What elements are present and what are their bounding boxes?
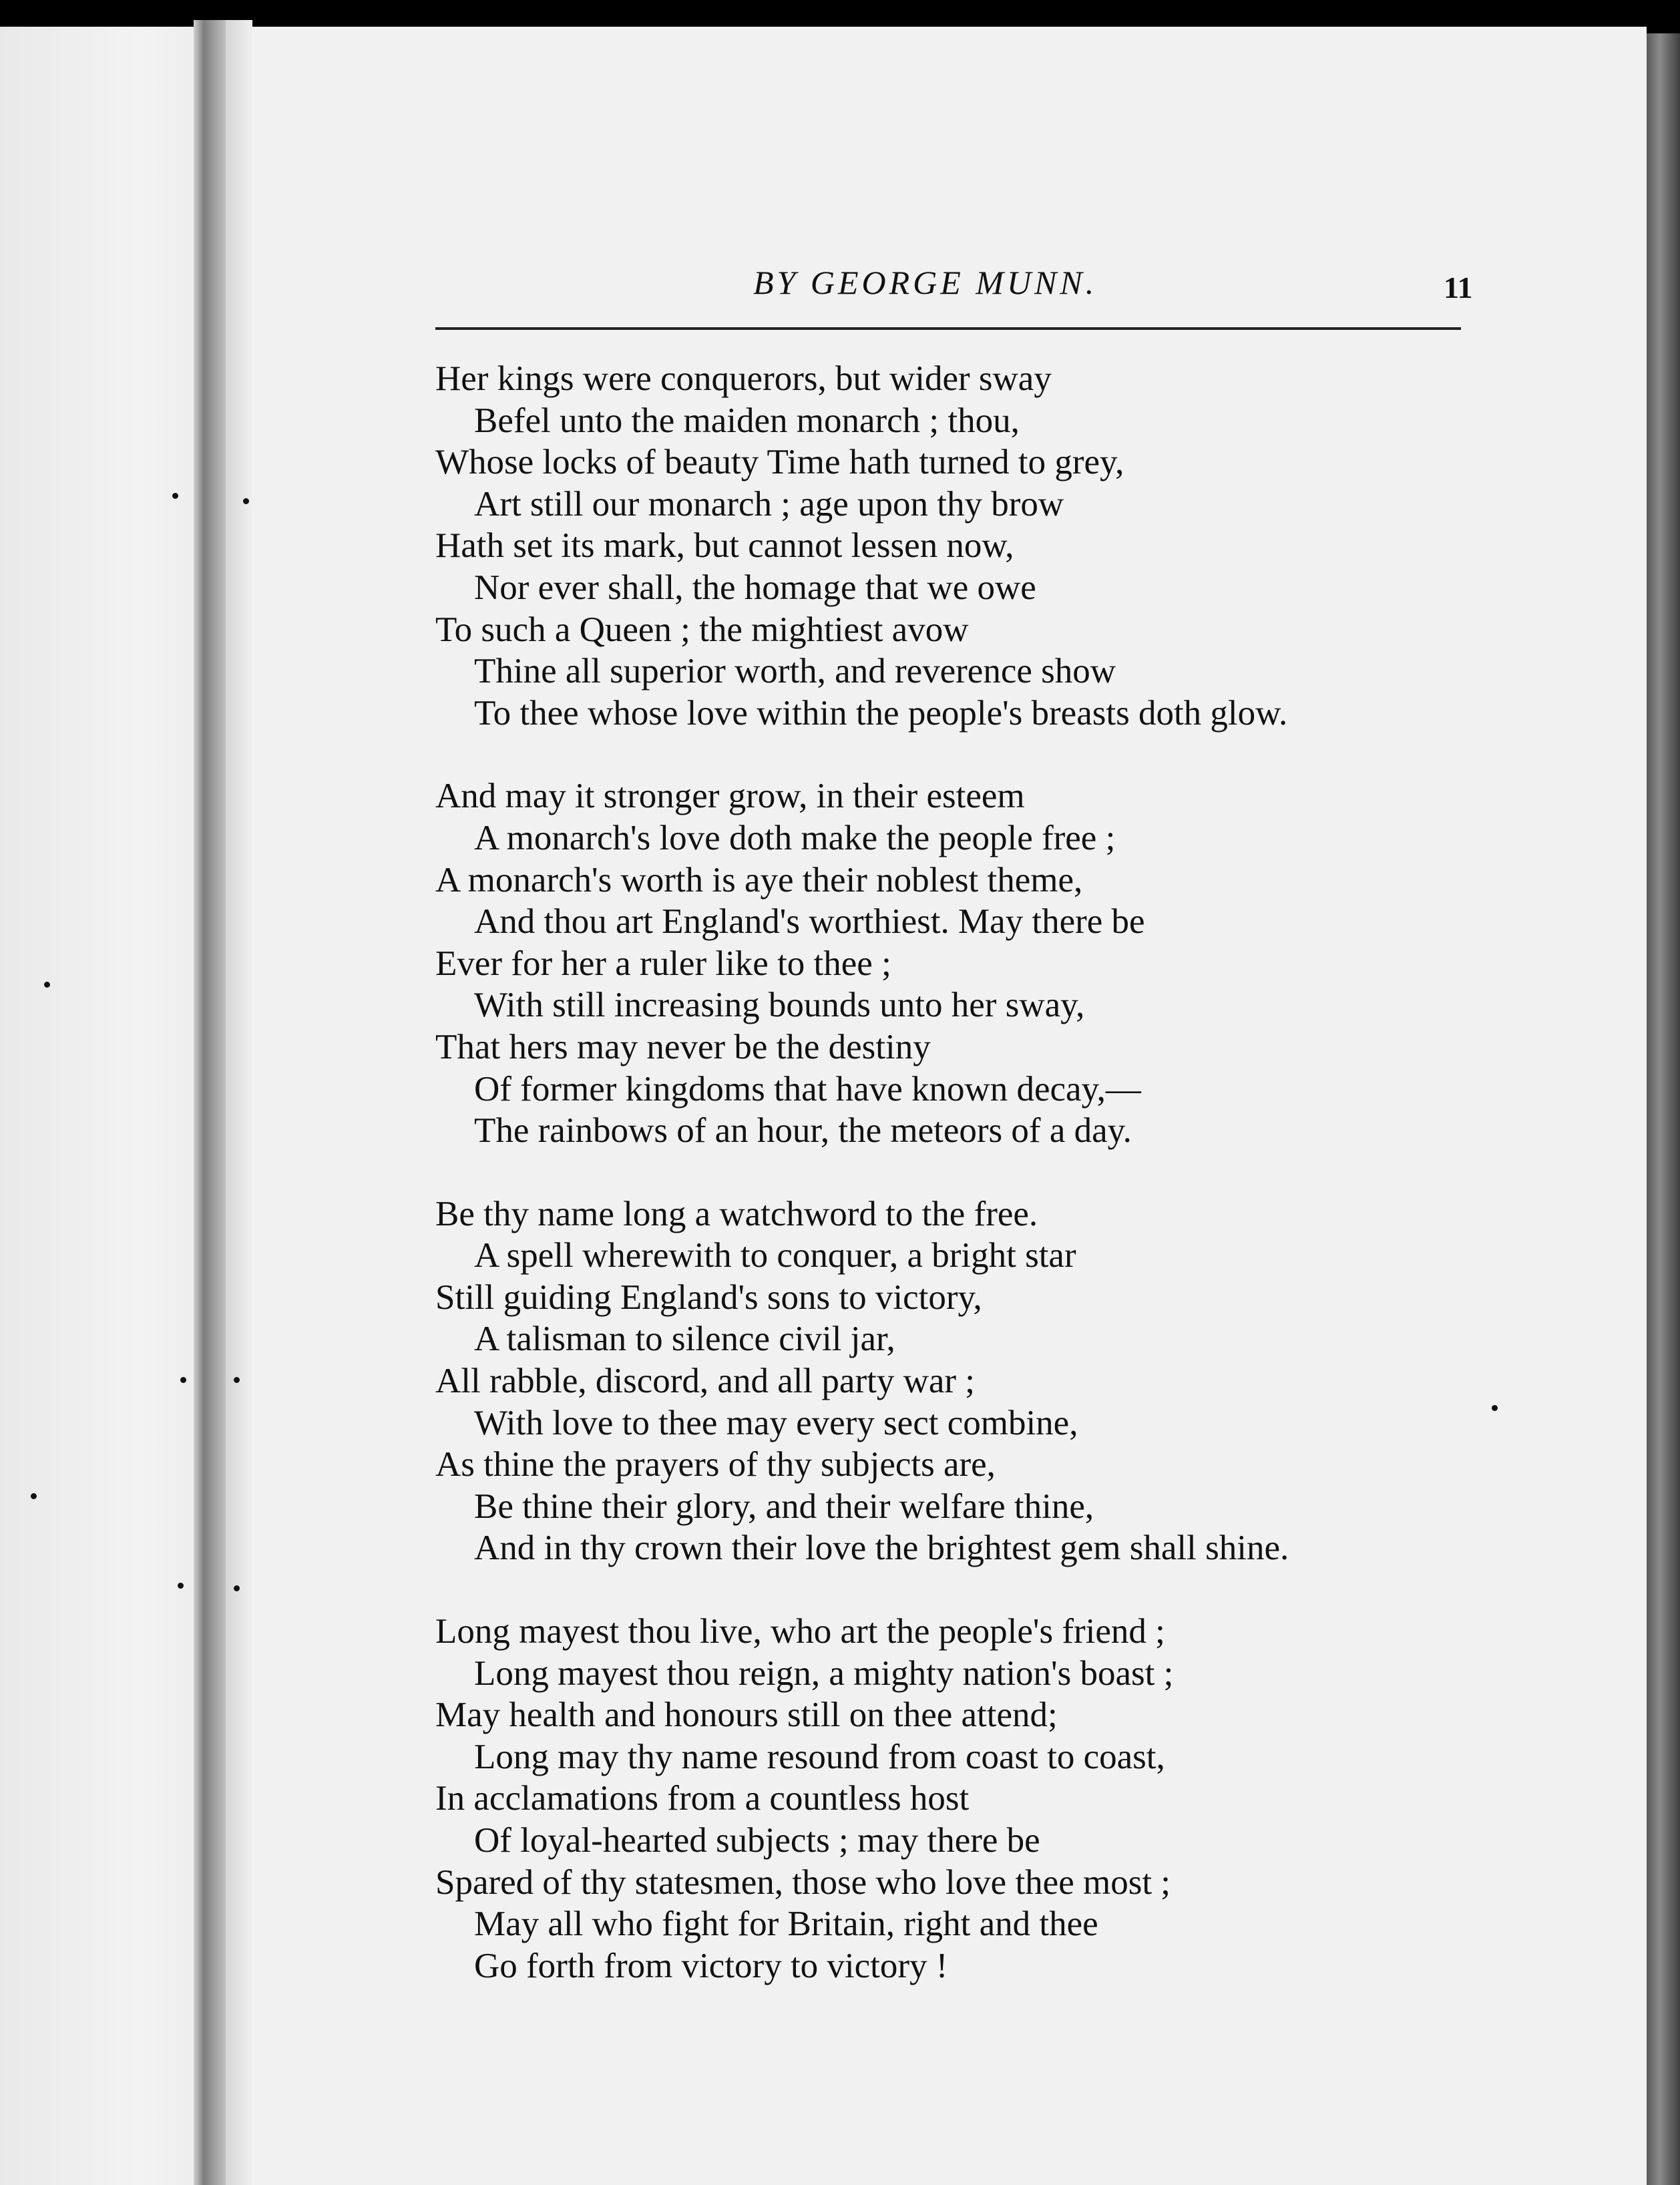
- scan-speck: [180, 1377, 186, 1383]
- poem-line: Be thine their glory, and their welfare thine,: [474, 1486, 1094, 1526]
- poem-line: To such a Queen ; the mightiest avow: [435, 610, 969, 649]
- poem-line: That hers may never be the destiny: [435, 1027, 931, 1066]
- scan-speck: [31, 1493, 37, 1499]
- page-right-edge: [1647, 33, 1680, 2185]
- poem-line: Ever for her a ruler like to thee ;: [435, 944, 891, 983]
- poem-line: Long may thy name resound from coast to coast,: [474, 1737, 1165, 1776]
- poem-line: Art still our monarch ; age upon thy brow: [474, 484, 1064, 524]
- scan-speck: [234, 1585, 240, 1591]
- scan-speck: [178, 1583, 184, 1589]
- poem-line: Go forth from victory to victory !: [474, 1946, 948, 1985]
- page-number: 11: [1444, 270, 1473, 305]
- poem-line: With love to thee may every sect combine,: [474, 1403, 1078, 1442]
- stanza: [435, 775, 1517, 1151]
- poem-line: And may it stronger grow, in their esteem: [435, 777, 1025, 816]
- poem-line: May all who fight for Britain, right and thee: [474, 1905, 1098, 1944]
- poem-line: Of former kingdoms that have known decay,—: [474, 1069, 1141, 1109]
- poem-line: Befel unto the maiden monarch ; thou,: [474, 401, 1020, 440]
- running-head: BY GEORGE MUNN.: [753, 264, 1098, 301]
- poem-line: Long mayest thou reign, a mighty nation's boast ;: [474, 1653, 1174, 1693]
- scan-speck: [243, 498, 249, 504]
- poem-line: A spell wherewith to conquer, a bright star: [474, 1236, 1076, 1275]
- poem-line: Whose locks of beauty Time hath turned to grey,: [435, 443, 1124, 482]
- poem: [435, 358, 1517, 2028]
- poem-line: Be thy name long a watchword to the free.: [435, 1194, 1038, 1233]
- poem-line: With still increasing bounds unto her sway,: [474, 986, 1085, 1025]
- poem-line: Thine all superior worth, and reverence show: [474, 652, 1116, 691]
- poem-line: Nor ever shall, the homage that we owe: [474, 568, 1036, 607]
- poem-line: May health and honours still on thee attend;: [435, 1696, 1058, 1735]
- scan-speck: [172, 493, 178, 499]
- poem-line: The rainbows of an hour, the meteors of a day.: [474, 1111, 1132, 1151]
- poem-line: Spared of thy statesmen, those who love thee most ;: [435, 1862, 1171, 1902]
- scan-speck: [234, 1377, 240, 1383]
- poem-line: In acclamations from a countless host: [435, 1779, 970, 1818]
- poem-line: Hath set its mark, but cannot lessen now,: [435, 526, 1014, 566]
- header-rule: [435, 327, 1461, 330]
- poem-line: A monarch's love doth make the people free ;: [474, 818, 1116, 857]
- stanza: [435, 1193, 1517, 1569]
- book-binding: [194, 20, 228, 2185]
- poem-line: Still guiding England's sons to victory,: [435, 1277, 982, 1317]
- gutter-shadow: [226, 20, 252, 2185]
- previous-page-edge: [0, 0, 200, 2185]
- poem-line: All rabble, discord, and all party war ;: [435, 1362, 975, 1401]
- stanza: [435, 1611, 1517, 1987]
- poem-line: And thou art England's worthiest. May there be: [474, 902, 1145, 942]
- poem-line: Her kings were conquerors, but wider sway: [435, 359, 1052, 398]
- scan-speck: [44, 982, 50, 988]
- poem-line: Long mayest thou live, who art the people's friend ;: [435, 1612, 1165, 1651]
- poem-line: To thee whose love within the people's breasts doth glow.: [474, 693, 1288, 733]
- stanza: [435, 358, 1517, 734]
- poem-line: As thine the prayers of thy subjects are,: [435, 1445, 996, 1484]
- poem-line: Of loyal-hearted subjects ; may there be: [474, 1821, 1040, 1860]
- poem-line: A talisman to silence civil jar,: [474, 1320, 895, 1359]
- poem-line: And in thy crown their love the brightest gem shall shine.: [474, 1529, 1289, 1568]
- poem-line: A monarch's worth is aye their noblest theme,: [435, 860, 1083, 900]
